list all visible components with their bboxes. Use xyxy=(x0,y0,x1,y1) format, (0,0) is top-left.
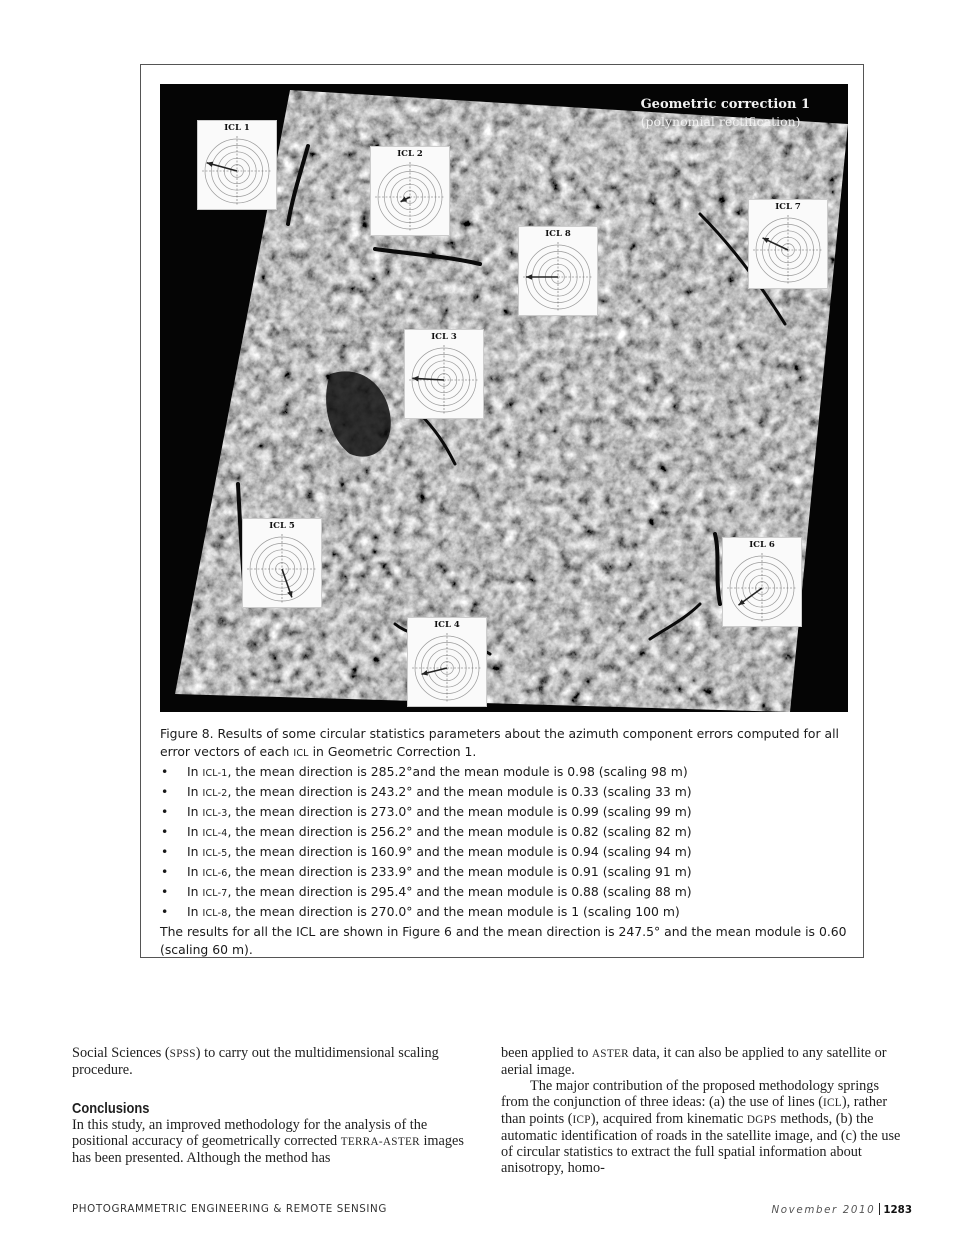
item-pre: In xyxy=(187,824,203,839)
section-heading-conclusions: Conclusions xyxy=(72,1100,150,1117)
page-info xyxy=(771,1203,912,1216)
item-pre: In xyxy=(187,804,203,819)
smallcaps-text: DGPS xyxy=(746,1114,777,1126)
polar-rose xyxy=(723,550,801,626)
page-footer xyxy=(72,1203,912,1219)
item-text: , the mean direction is 270.0° and the mean module is 1 (scaling 100 m) xyxy=(227,904,680,919)
item-pre: In xyxy=(187,864,203,879)
item-icl: ICL-2 xyxy=(202,788,228,799)
journal-name: PHOTOGRAMMETRIC ENGINEERING & REMOTE SENSING xyxy=(72,1203,387,1215)
paragraph xyxy=(72,1045,474,1078)
polar-rose xyxy=(408,630,486,706)
smallcaps-text: SPSS xyxy=(169,1048,196,1060)
caption-item xyxy=(160,903,850,923)
text: In this study, an improved methodology for the analysis of the positional accuracy of geometrically corrected xyxy=(72,1117,428,1149)
text: ), rather than points ( xyxy=(501,1094,888,1127)
text: methods, (b) the automatic identification of roads in the satellite image, and (c) the use of circular statistics to extract the full spatial information about anisotropy, homo- xyxy=(501,1111,901,1176)
divider xyxy=(879,1203,880,1215)
text: ) to carry out the multidimensional scaling procedure. xyxy=(72,1045,439,1078)
bullet-icon: • xyxy=(161,784,169,799)
arrow-head-icon xyxy=(412,376,418,382)
item-text: , the mean direction is 256.2° and the mean module is 0.82 (scaling 82 m) xyxy=(227,824,692,839)
text: been applied to xyxy=(501,1045,592,1061)
item-text: , the mean direction is 273.0° and the mean module is 0.99 (scaling 99 m) xyxy=(227,804,692,819)
icl-label: ICL 3 xyxy=(431,332,457,342)
item-text: , the mean direction is 285.2°and the mean module is 0.98 (scaling 98 m) xyxy=(227,764,688,779)
figure-caption xyxy=(160,725,850,959)
item-icl: ICL-1 xyxy=(202,768,228,779)
icl-label: ICL 1 xyxy=(224,123,250,133)
icl-label: ICL 8 xyxy=(545,229,571,239)
smallcaps-text: ASTER xyxy=(591,1048,629,1060)
bullet-icon: • xyxy=(161,884,169,899)
correction-subheading: (polynomial rectification) xyxy=(640,114,801,129)
caption-item xyxy=(160,823,850,843)
correction-heading: Geometric correction 1 xyxy=(640,97,810,112)
item-text: , the mean direction is 243.2° and the mean module is 0.33 (scaling 33 m) xyxy=(227,784,692,799)
smallcaps-text: ICP xyxy=(572,1114,591,1126)
text: Social Sciences ( xyxy=(72,1045,170,1061)
item-icl: ICL-5 xyxy=(202,848,228,859)
bullet-icon: • xyxy=(161,864,169,879)
paragraph xyxy=(501,1078,903,1176)
caption-item xyxy=(160,803,850,823)
caption-list xyxy=(160,763,850,923)
icl-panel xyxy=(518,226,598,316)
caption-intro-text-end: in Geometric Correction 1. xyxy=(308,744,477,759)
paragraph xyxy=(72,1117,474,1166)
smallcaps-text: ICL xyxy=(822,1097,842,1109)
item-icl: ICL-6 xyxy=(202,868,228,879)
text: images has been presented. Although the method has xyxy=(72,1133,464,1166)
icl-label: ICL 5 xyxy=(269,521,295,531)
satellite-image xyxy=(160,84,848,712)
caption-intro-text: Figure 8. Results of some circular statistics parameters about the azimuth component errors computed for all error vectors of each xyxy=(160,726,839,759)
icl-label: ICL 7 xyxy=(775,202,801,212)
item-text: , the mean direction is 233.9° and the mean module is 0.91 (scaling 91 m) xyxy=(227,864,692,879)
polar-rose xyxy=(198,133,276,209)
polar-rose xyxy=(243,531,321,607)
text: ), acquired from kinematic xyxy=(590,1111,747,1127)
icl-panel xyxy=(242,518,322,608)
caption-item xyxy=(160,863,850,883)
icl-panel xyxy=(370,146,450,236)
bullet-icon: • xyxy=(161,824,169,839)
caption-intro-smallcaps: ICL xyxy=(293,748,309,759)
item-pre: In xyxy=(187,844,203,859)
icl-label: ICL 2 xyxy=(397,149,423,159)
body-column-left xyxy=(72,1045,474,1166)
icl-panel xyxy=(748,199,828,289)
bullet-icon: • xyxy=(161,804,169,819)
text: The major contribution of the proposed methodology springs from the conjunction of three ideas: (a) the use of lines ( xyxy=(501,1078,880,1110)
polar-rose xyxy=(405,342,483,418)
item-icl: ICL-4 xyxy=(202,828,228,839)
icl-panel xyxy=(722,537,802,627)
caption-summary: The results for all the ICL are shown in Figure 6 and the mean direction is 247.5° and the mean module is 0.60 (scaling 60 m). xyxy=(160,924,847,957)
text: data, it can also be applied to any satellite or aerial image. xyxy=(501,1045,887,1078)
correction-title xyxy=(641,96,810,130)
smallcaps-text: TERRA-ASTER xyxy=(340,1136,420,1148)
icl-panel xyxy=(197,120,277,210)
item-icl: ICL-3 xyxy=(202,808,228,819)
figure-8 xyxy=(140,64,864,958)
caption-item xyxy=(160,763,850,783)
caption-item xyxy=(160,783,850,803)
item-pre: In xyxy=(187,904,203,919)
icl-panel xyxy=(407,617,487,707)
bullet-icon: • xyxy=(161,844,169,859)
polar-rose xyxy=(749,212,827,288)
arrow-head-icon xyxy=(526,274,532,280)
item-pre: In xyxy=(187,764,203,779)
polar-rose xyxy=(519,239,597,315)
item-pre: In xyxy=(187,784,203,799)
item-text: , the mean direction is 295.4° and the mean module is 0.88 (scaling 88 m) xyxy=(227,884,692,899)
caption-item xyxy=(160,843,850,863)
polar-rose xyxy=(371,159,449,235)
paragraph xyxy=(501,1045,903,1078)
item-icl: ICL-8 xyxy=(202,908,228,919)
item-icl: ICL-7 xyxy=(202,888,228,899)
page-number: 1283 xyxy=(883,1204,912,1216)
bullet-icon: • xyxy=(161,904,169,919)
icl-panel xyxy=(404,329,484,419)
item-pre: In xyxy=(187,884,203,899)
icl-label: ICL 4 xyxy=(434,620,460,630)
caption-intro xyxy=(160,725,850,763)
icl-label: ICL 6 xyxy=(749,540,775,550)
issue-date: November 2010 xyxy=(771,1204,876,1216)
bullet-icon: • xyxy=(161,764,169,779)
caption-item xyxy=(160,883,850,903)
item-text: , the mean direction is 160.9° and the mean module is 0.94 (scaling 94 m) xyxy=(227,844,692,859)
body-column-right xyxy=(501,1045,903,1176)
